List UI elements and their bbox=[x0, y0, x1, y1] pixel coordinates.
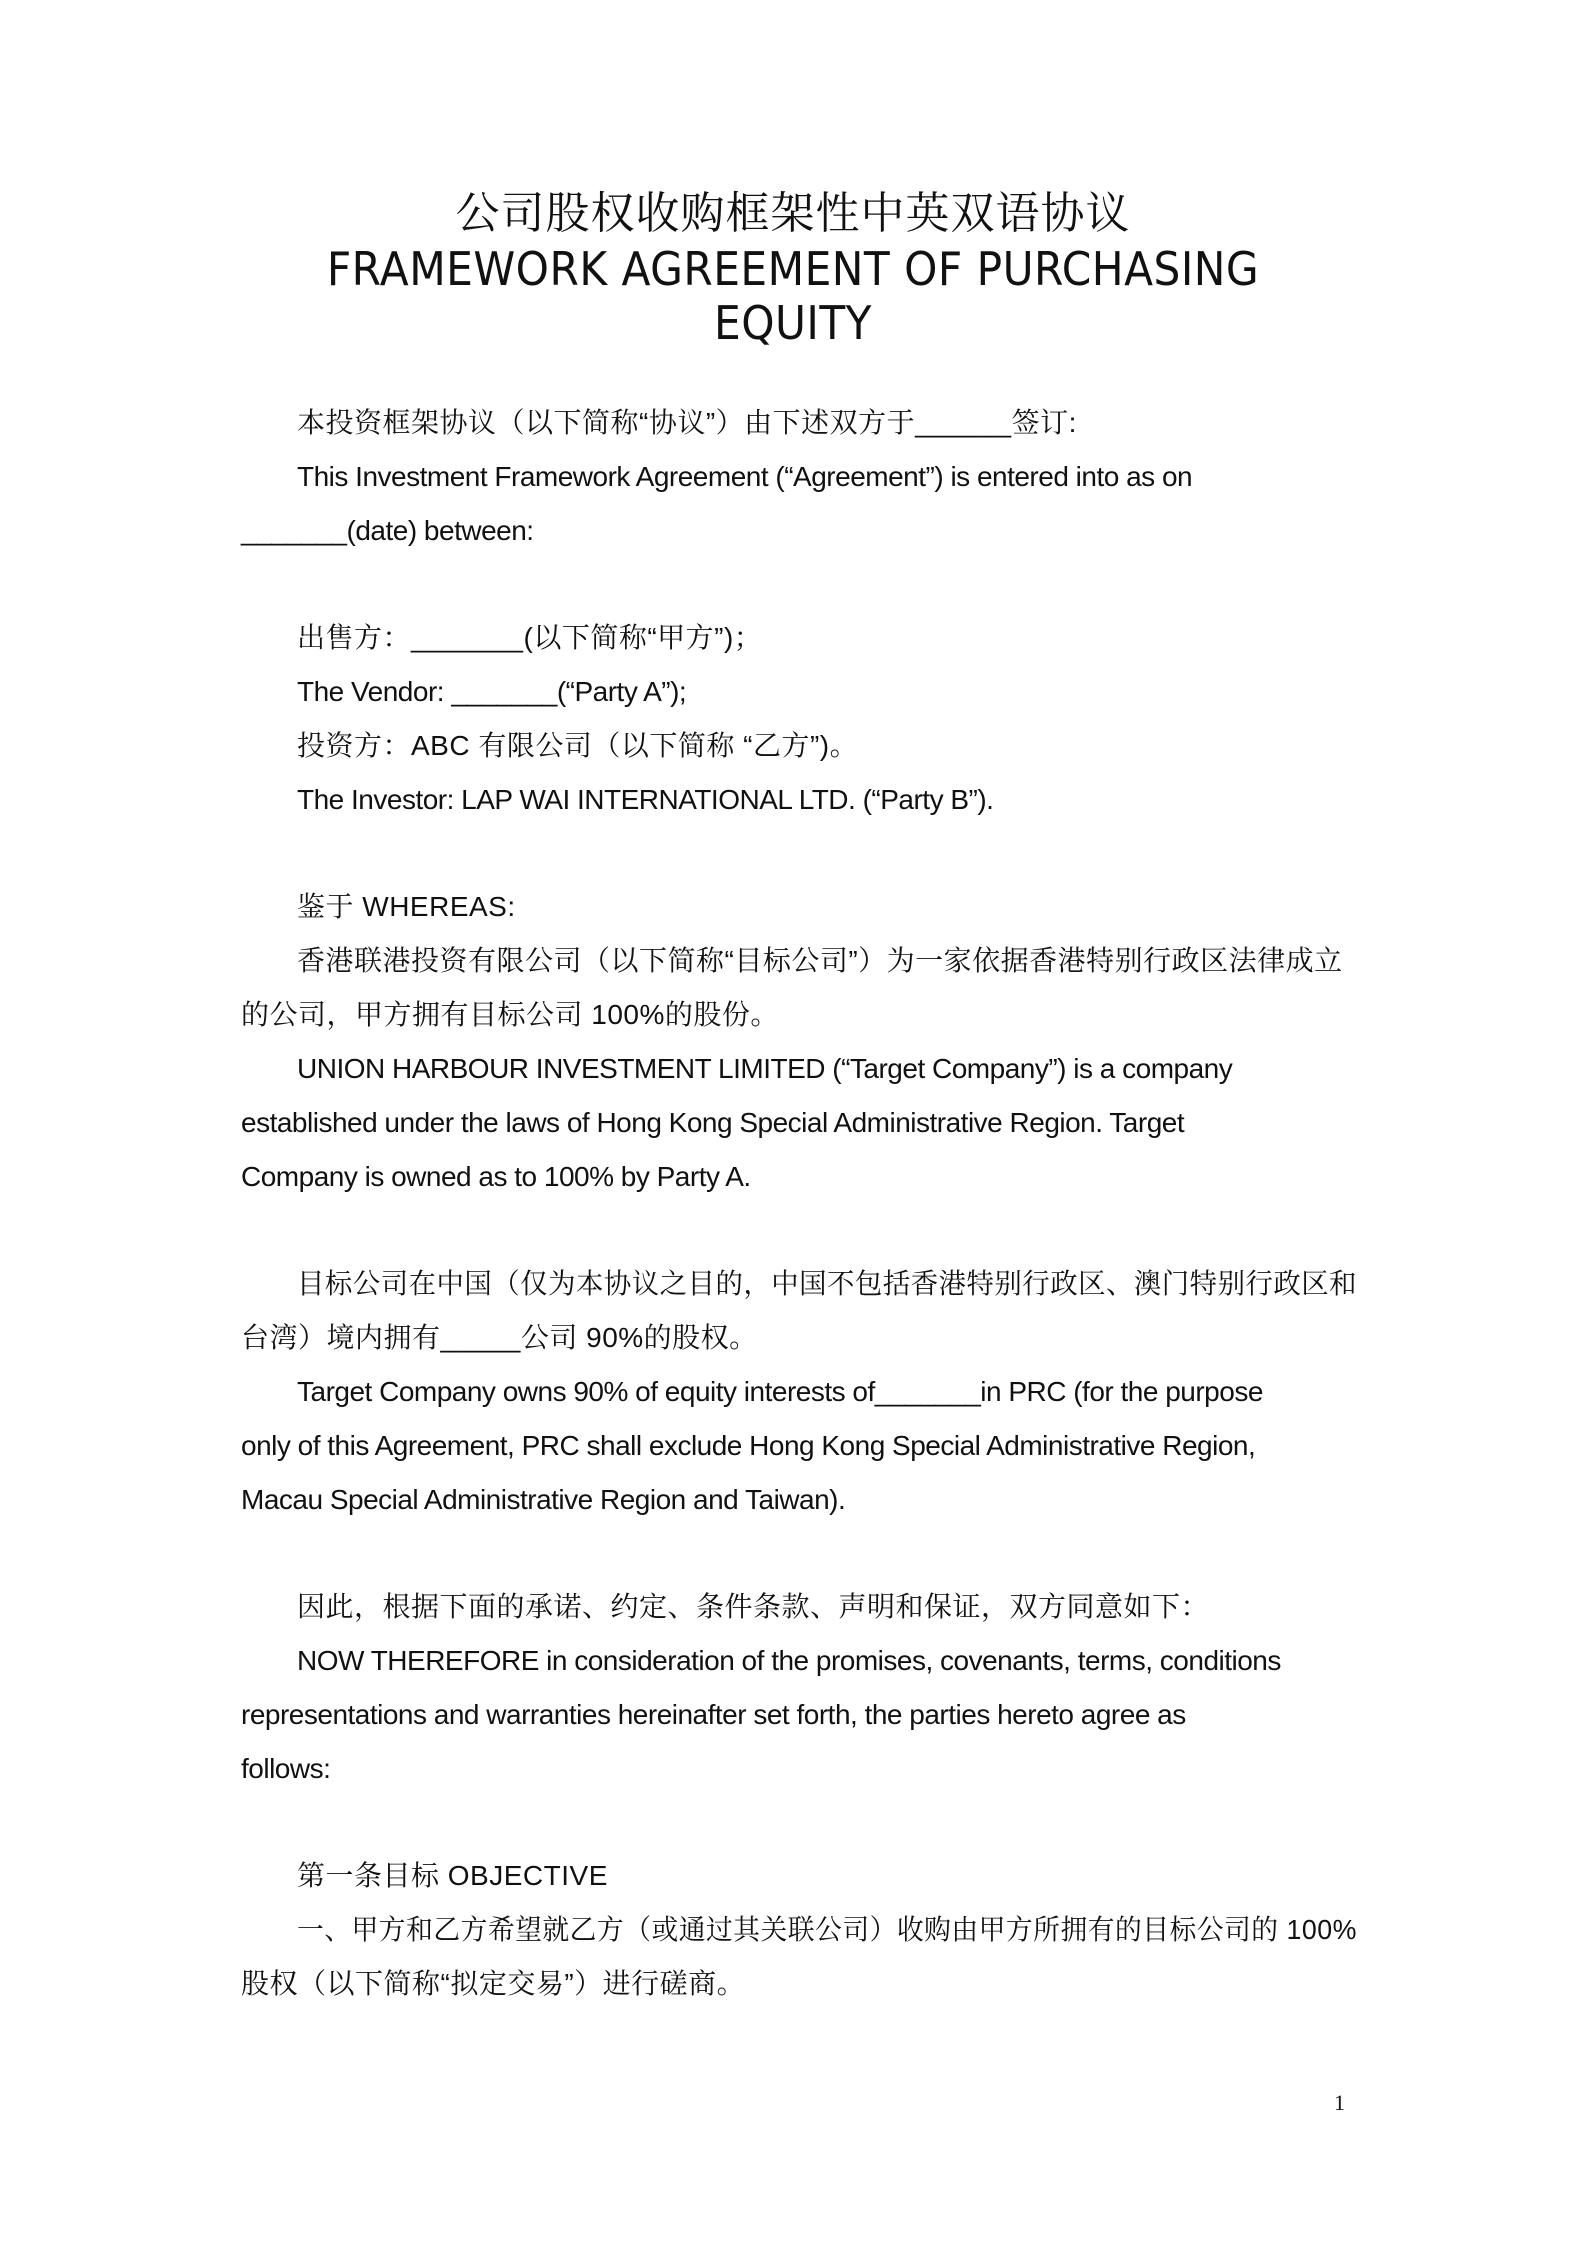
intro-english-line-1: This Investment Framework Agreement (“Agreement”) is entered into as on bbox=[297, 461, 1193, 492]
page-number: 1 bbox=[1334, 2090, 1345, 2115]
whereas-p2-english-line-1: Target Company owns 90% of equity interests of_______in PRC (for the purpose bbox=[297, 1376, 1263, 1407]
article-1-p1-line-2: 股权（以下简称“拟定交易”）进行磋商。 bbox=[241, 1968, 746, 1999]
whereas-p1-chinese-line-2: 的公司，甲方拥有目标公司 100%的股份。 bbox=[241, 999, 779, 1030]
whereas-p1-english-line-1: UNION HARBOUR INVESTMENT LIMITED (“Target Company”) is a company bbox=[297, 1053, 1233, 1084]
whereas-p2-english-line-2: only of this Agreement, PRC shall exclude Hong Kong Special Administrative Region, bbox=[241, 1430, 1256, 1461]
title-english-line-1: FRAMEWORK AGREEMENT OF PURCHASING bbox=[326, 242, 1260, 296]
whereas-heading: 鉴于 WHEREAS: bbox=[297, 891, 516, 922]
title-chinese: 公司股权收购框架性中英双语协议 bbox=[455, 189, 1131, 238]
intro-chinese: 本投资框架协议（以下简称“协议”）由下述双方于______签订: bbox=[297, 407, 1077, 438]
whereas-p1-chinese-line-1: 香港联港投资有限公司（以下简称“目标公司”）为一家依据香港特别行政区法律成立 bbox=[297, 945, 1343, 976]
article-1-heading: 第一条目标 OBJECTIVE bbox=[297, 1860, 608, 1891]
whereas-p2-chinese-line-2: 台湾）境内拥有_____公司 90%的股权。 bbox=[241, 1322, 758, 1353]
investor-chinese: 投资方：ABC 有限公司（以下简称 “乙方”)。 bbox=[297, 730, 859, 761]
therefore-english-line-1: NOW THEREFORE in consideration of the promises, covenants, terms, conditions bbox=[297, 1645, 1281, 1676]
document-title bbox=[0, 186, 1586, 350]
title-english-line-2: EQUITY bbox=[714, 296, 872, 350]
investor-english: The Investor: LAP WAI INTERNATIONAL LTD. (“Party B”). bbox=[297, 784, 994, 815]
whereas-p2-english-line-3: Macau Special Administrative Region and Taiwan). bbox=[241, 1484, 846, 1515]
whereas-p1-english-line-2: established under the laws of Hong Kong Special Administrative Region. Target bbox=[241, 1107, 1185, 1138]
article-1-p1-line-1: 一、甲方和乙方希望就乙方（或通过其关联公司）收购由甲方所拥有的目标公司的 100% bbox=[297, 1914, 1357, 1945]
therefore-english-line-3: follows: bbox=[241, 1753, 331, 1784]
intro-english-line-2: _______(date) between: bbox=[241, 515, 534, 546]
therefore-chinese: 因此，根据下面的承诺、约定、条件条款、声明和保证，双方同意如下： bbox=[297, 1591, 1210, 1622]
whereas-p2-chinese-line-1: 目标公司在中国（仅为本协议之目的，中国不包括香港特别行政区、澳门特别行政区和 bbox=[297, 1268, 1358, 1299]
vendor-english: The Vendor: _______(“Party A”); bbox=[297, 676, 687, 707]
vendor-chinese: 出售方：_______(以下简称“甲方”)； bbox=[297, 622, 763, 653]
therefore-english-line-2: representations and warranties hereinafter set forth, the parties hereto agree as bbox=[241, 1699, 1186, 1730]
whereas-p1-english-line-3: Company is owned as to 100% by Party A. bbox=[241, 1161, 751, 1192]
